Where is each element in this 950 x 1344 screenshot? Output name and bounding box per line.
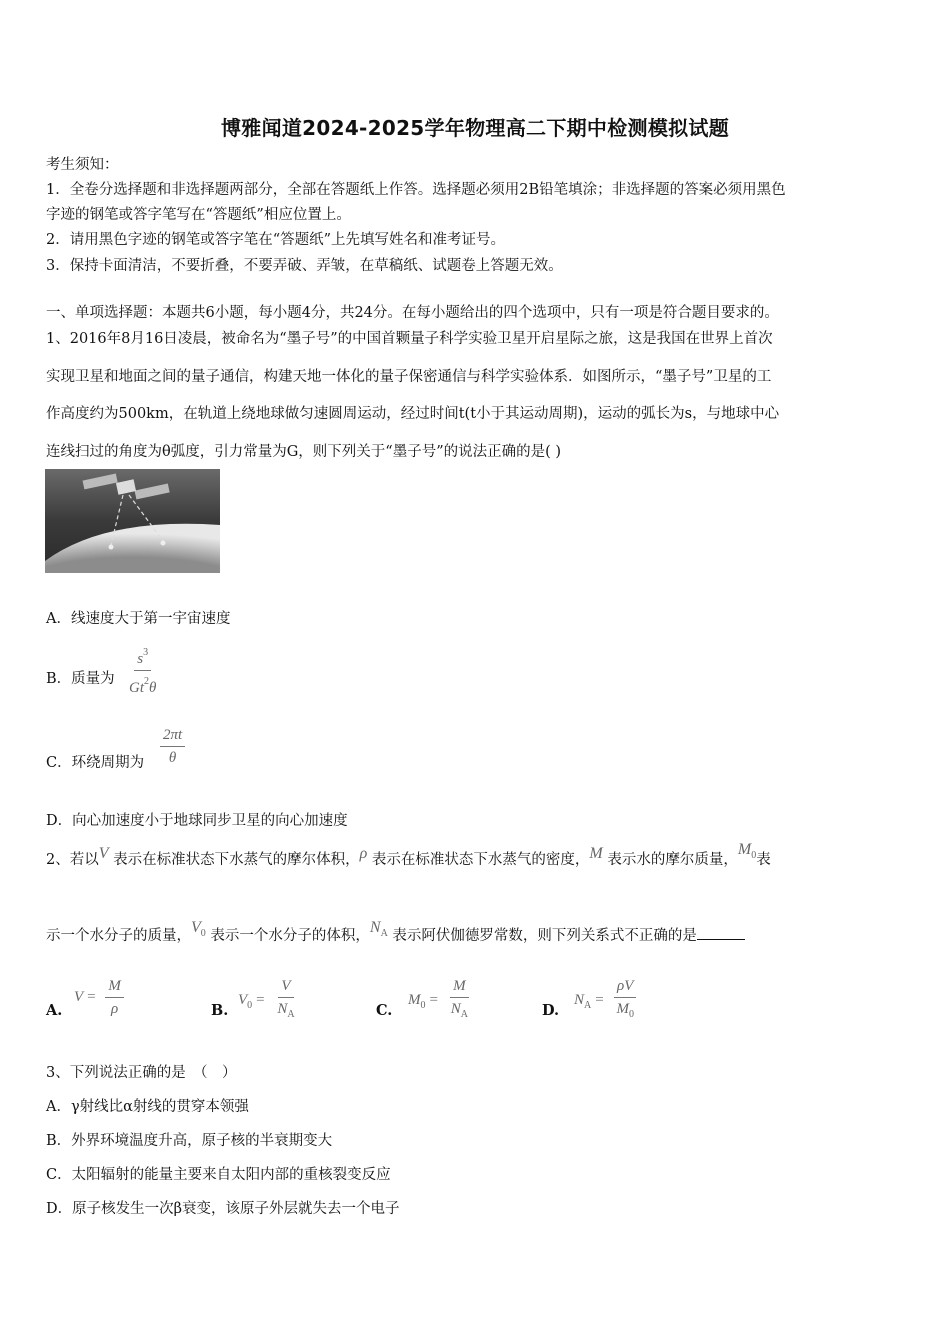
q2-option-c-formula: $M_0$ = $\frac{M}{N_A}$ [408, 978, 468, 1020]
notice-line-3: 3．保持卡面清洁，不要折叠，不要弄破、弄皱，在草稿纸、试题卷上答题无效。 [46, 258, 563, 274]
notice-heading: 考生须知： [46, 157, 119, 173]
q1-option-b-formula: $\frac{s^3}{Gt^2\theta}$ [124, 643, 161, 698]
satellite-figure [45, 469, 220, 573]
q3-option-b: B．外界环境温度升高，原子核的半衰期变大 [46, 1133, 333, 1149]
q1-option-d: D．向心加速度小于地球同步卫星的向心加速度 [46, 813, 348, 829]
q2-line-2: 示一个水分子的质量，$V_0$ 表示一个水分子的体积，$N_A$ 表示阿伏伽德罗常数，则下列关系式不正确的是 [46, 924, 745, 947]
q1-option-a: A．线速度大于第一宇宙速度 [46, 611, 231, 627]
q2-option-c-label: C. [376, 1002, 393, 1019]
q3-option-c: C．太阳辐射的能量主要来自太阳内部的重核裂变反应 [46, 1167, 391, 1183]
q3-option-d: D．原子核发生一次β衰变，该原子外层就失去一个电子 [46, 1201, 400, 1217]
q1-option-c-label: C．环绕周期为 [46, 755, 145, 771]
q1-option-b-label: B．质量为 [46, 671, 115, 687]
section-1-heading: 一、单项选择题：本题共6小题，每小题4分，共24分。在每小题给出的四个选项中，只有一项是符合题目要求的。 [46, 305, 779, 321]
q2-option-d-label: D. [542, 1002, 560, 1019]
q1-line-1: 1、2016年8月16日凌晨，被命名为“墨子号”的中国首颗量子科学实验卫星开启星际之旅，这是我国在世界上首次 [46, 331, 773, 347]
q1-line-3: 作高度约为500km，在轨道上绕地球做匀速圆周运动，经过时间t(t小于其运动周期)，运动的弧长为s，与地球中心 [46, 406, 780, 422]
notice-line-1b: 字迹的钢笔或答字笔写在“答题纸”相应位置上。 [46, 207, 351, 223]
q3-stem: 3、下列说法正确的是 （ ） [46, 1065, 237, 1081]
notice-line-2: 2．请用黑色字迹的钢笔或答字笔在“答题纸”上先填写姓名和准考证号。 [46, 232, 506, 248]
q1-option-c-formula: $\frac{2\pi t}{\theta}$ [158, 725, 187, 768]
q2-option-d-formula: $N_A$ = $\frac{\rho V}{M_0}$ [574, 976, 639, 1025]
notice-line-1a: 1．全卷分选择题和非选择题两部分，全部在答题纸上作答。选择题必须用2B铅笔填涂；非选择题的答案必须用黑色 [46, 182, 786, 198]
q1-line-2: 实现卫星和地面之间的量子通信，构建天地一体化的量子保密通信与科学实验体系．如图所示，“墨子号”卫星的工 [46, 369, 772, 385]
page-title: 博雅闻道2024-2025学年物理高二下期中检测模拟试题 [220, 116, 730, 140]
q3-option-a: A．γ射线比α射线的贯穿本领强 [46, 1099, 249, 1115]
answer-blank [697, 925, 745, 940]
q1-line-4: 连线扫过的角度为θ弧度，引力常量为G，则下列关于“墨子号”的说法正确的是( ) [46, 444, 562, 460]
q2-option-a-formula: V = $\frac{M}{\rho}$ [74, 976, 126, 1019]
q2-option-b-formula: $V_0$ = $\frac{V}{N_A}$ [238, 978, 295, 1020]
q2-option-b-label: B. [211, 1002, 229, 1019]
q2-line-1: 2、若以V 表示在标准状态下水蒸气的摩尔体积，ρ 表示在标准状态下水蒸气的密度，M 表示水的摩尔质量，$M_0$表 [46, 841, 771, 868]
q2-option-a-label: A. [46, 1002, 63, 1019]
